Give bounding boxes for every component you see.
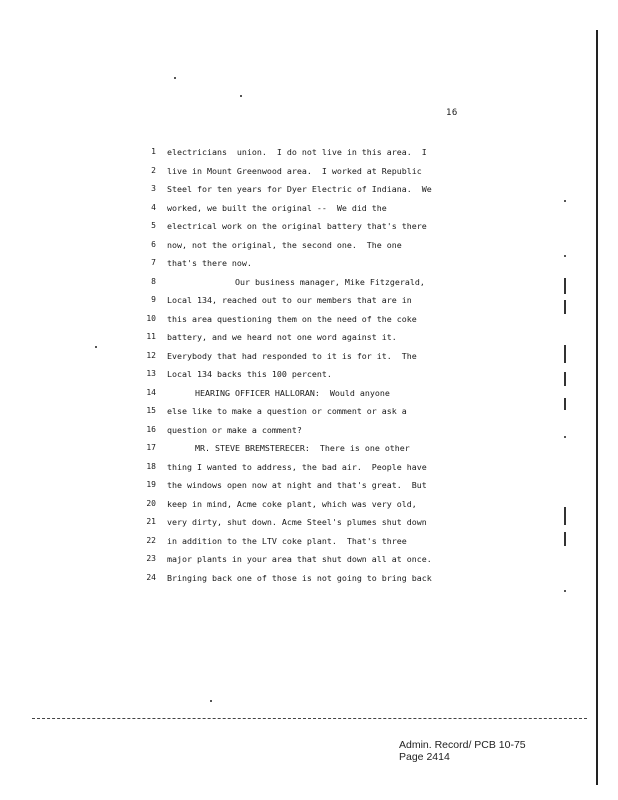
transcript-line bbox=[0, 421, 618, 439]
scan-dot bbox=[564, 200, 566, 202]
margin-mark bbox=[564, 507, 566, 525]
margin-mark bbox=[564, 398, 566, 410]
transcript-line bbox=[0, 365, 618, 383]
page-edge-line bbox=[596, 30, 598, 785]
line-text: HEARING OFFICER HALLORAN: Would anyone bbox=[195, 387, 390, 398]
line-number: 18 bbox=[146, 461, 156, 471]
line-number: 2 bbox=[151, 165, 156, 175]
line-number: 12 bbox=[146, 350, 156, 360]
line-text: battery, and we heard not one word against it. bbox=[167, 332, 397, 342]
bottom-rule bbox=[32, 718, 587, 719]
transcript-line bbox=[0, 347, 618, 365]
scan-dot bbox=[174, 77, 176, 79]
line-text: else like to make a question or comment or ask a bbox=[167, 406, 407, 416]
transcript-line bbox=[0, 291, 618, 309]
transcript-line bbox=[0, 476, 618, 494]
line-text: Local 134, reached out to our members that are in bbox=[167, 295, 412, 305]
line-text: Our business manager, Mike Fitzgerald, bbox=[235, 276, 425, 287]
scan-dot bbox=[240, 95, 242, 97]
line-text: thing I wanted to address, the bad air. People have bbox=[167, 461, 427, 472]
transcript-line bbox=[0, 180, 618, 198]
line-text: in addition to the LTV coke plant. That's three bbox=[167, 535, 407, 546]
line-number: 21 bbox=[146, 517, 156, 526]
record-page: Page 2414 bbox=[399, 751, 450, 763]
line-text: electricians union. I do not live in this area. I bbox=[167, 147, 427, 157]
line-text: MR. STEVE BREMSTERECER: There is one other bbox=[195, 443, 410, 453]
line-number: 7 bbox=[151, 258, 156, 267]
scan-dot bbox=[95, 346, 97, 348]
line-text: keep in mind, Acme coke plant, which was very old, bbox=[167, 498, 417, 509]
transcript-line bbox=[0, 439, 618, 457]
transcript-line bbox=[0, 513, 618, 531]
line-number: 23 bbox=[146, 554, 156, 563]
transcript-line bbox=[0, 458, 618, 476]
line-number: 22 bbox=[146, 535, 156, 545]
line-text: electrical work on the original battery that's there bbox=[167, 221, 427, 231]
line-text: that's there now. bbox=[167, 258, 252, 268]
line-text: Local 134 backs this 100 percent. bbox=[167, 369, 332, 379]
line-text: very dirty, shut down. Acme Steel's plumes shut down bbox=[167, 517, 427, 527]
line-text: question or make a comment? bbox=[167, 424, 302, 435]
transcript-line bbox=[0, 254, 618, 272]
line-number: 5 bbox=[151, 221, 156, 230]
scan-dot bbox=[210, 700, 212, 702]
transcript-line bbox=[0, 217, 618, 235]
line-number: 9 bbox=[151, 295, 156, 304]
line-number: 4 bbox=[151, 202, 156, 212]
margin-mark bbox=[564, 278, 566, 294]
line-number: 13 bbox=[146, 369, 156, 378]
margin-mark bbox=[564, 532, 566, 546]
line-text: Bringing back one of those is not going to bring back bbox=[167, 572, 432, 583]
line-number: 24 bbox=[146, 572, 156, 582]
line-number: 15 bbox=[146, 406, 156, 415]
transcript-line bbox=[0, 402, 618, 420]
transcript-line bbox=[0, 199, 618, 217]
line-number: 8 bbox=[151, 276, 156, 286]
line-text: live in Mount Greenwood area. I worked at Republic bbox=[167, 165, 422, 176]
admin-record-label bbox=[399, 739, 526, 763]
margin-mark bbox=[564, 300, 566, 314]
transcript-line bbox=[0, 384, 618, 402]
line-number: 10 bbox=[146, 313, 156, 323]
line-number: 1 bbox=[151, 147, 156, 156]
margin-mark bbox=[564, 345, 566, 363]
line-number: 6 bbox=[151, 239, 156, 249]
line-number: 20 bbox=[146, 498, 156, 508]
transcript-line bbox=[0, 162, 618, 180]
line-text: now, not the original, the second one. The one bbox=[167, 239, 402, 250]
page-number: 16 bbox=[446, 108, 458, 118]
line-text: worked, we built the original -- We did the bbox=[167, 202, 387, 213]
transcript-line bbox=[0, 550, 618, 568]
transcript-line bbox=[0, 236, 618, 254]
scan-dot bbox=[564, 436, 566, 438]
transcript-line bbox=[0, 310, 618, 328]
transcript-line bbox=[0, 328, 618, 346]
line-number: 11 bbox=[146, 332, 156, 341]
line-text: the windows open now at night and that's great. But bbox=[167, 480, 427, 490]
line-number: 17 bbox=[146, 443, 156, 452]
line-text: this area questioning them on the need of the coke bbox=[167, 313, 417, 324]
transcript-line bbox=[0, 273, 618, 291]
record-citation: Admin. Record/ PCB 10-75 bbox=[399, 739, 526, 751]
line-number: 19 bbox=[146, 480, 156, 489]
line-number: 16 bbox=[146, 424, 156, 434]
line-text: Steel for ten years for Dyer Electric of Indiana. We bbox=[167, 184, 432, 194]
transcript-line bbox=[0, 495, 618, 513]
transcript-line bbox=[0, 143, 618, 161]
line-text: Everybody that had responded to it is for it. The bbox=[167, 350, 417, 361]
line-number: 14 bbox=[146, 387, 156, 397]
margin-mark bbox=[564, 372, 566, 386]
scan-dot bbox=[564, 255, 566, 257]
transcript-line bbox=[0, 532, 618, 550]
line-number: 3 bbox=[151, 184, 156, 193]
line-text: major plants in your area that shut down all at once. bbox=[167, 554, 432, 564]
scan-dot bbox=[564, 590, 566, 592]
transcript-line bbox=[0, 569, 618, 587]
